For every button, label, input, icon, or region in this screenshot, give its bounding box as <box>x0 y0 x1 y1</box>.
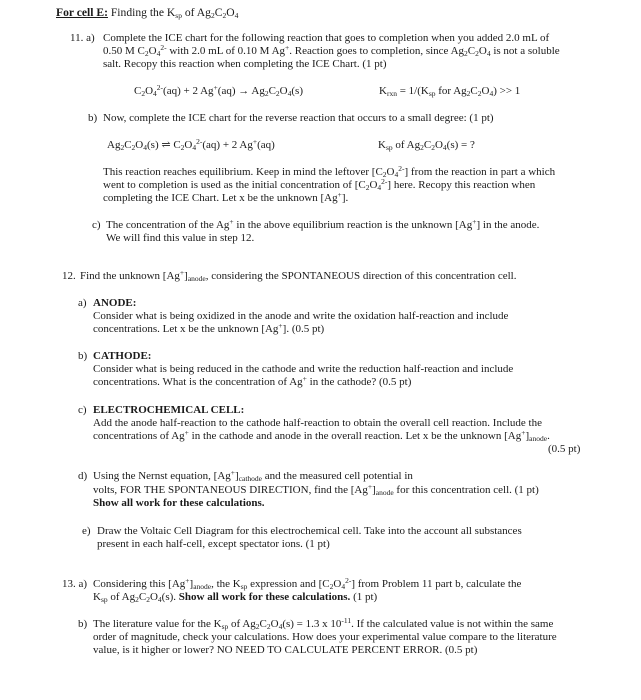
q11b-para-line2: went to completion is used as the initial concentration of $[C_2O_4^{2-}]$ here. Recopy this reaction when <box>103 177 536 192</box>
heading-title: Finding the $K_{sp}$ of $Ag_2C_2O_4$ <box>110 6 239 20</box>
q12b-title: CATHODE: <box>93 350 152 362</box>
q11b-number: b) <box>88 112 98 124</box>
q12b-line1: Consider what is being reduced in the cathode and write the reduction half-reaction and include <box>93 363 514 375</box>
q12c-line1: Add the anode half-reaction to the cathode half-reaction to obtain the overall cell reaction. Include the <box>93 417 542 429</box>
page-heading <box>56 6 238 19</box>
q11a-equation: $C_2O_4^{2-}(aq) + 2$ $Ag^+(aq) \to Ag_2C_2O_4(s)$ <box>134 83 303 98</box>
q11b-ksp: $K_{sp}$ of $Ag_2C_2O_4(s)$ = ? <box>378 139 475 152</box>
q12e-number: e) <box>82 525 91 537</box>
q13b-line1: The literature value for the $K_{sp}$ of $Ag_2C_2O_4(s) = 1.3$ x $10^{-11}$. If the calculated value is not within the same <box>93 616 554 631</box>
q12c-title: ELECTROCHEMICAL CELL: <box>93 404 245 416</box>
q12d-line2: volts, FOR THE SPONTANEOUS DIRECTION, find the $[Ag^+]_{anode}$ for this concentration cell. (1 pt) <box>93 482 539 497</box>
q12a-title: ANODE: <box>93 297 137 309</box>
q12-intro: Find the unknown $[Ag^+]_{anode}$, considering the SPONTANEOUS direction of this concentration cell. <box>80 268 517 283</box>
q13a-number: 13. a) <box>62 578 88 590</box>
q12c-number: c) <box>78 404 87 416</box>
q12b-number: b) <box>78 350 88 362</box>
q13b-number: b) <box>78 618 88 630</box>
q12b-line2: concentrations. What is the concentration of Ag+ in the cathode? (0.5 pt) <box>93 374 412 388</box>
q12e-line1: Draw the Voltaic Cell Diagram for this electrochemical cell. Take into the account all substances <box>97 525 522 537</box>
q11b-para-line1: This reaction reaches equilibrium. Keep in mind the leftover $[C_2O_4^{2-}]$ from the reaction in part a which <box>103 164 556 179</box>
q13a-line2: $K_{sp}$ of $Ag_2C_2O_4(s)$. Show all work for these calculations. (1 pt) <box>93 591 378 604</box>
q11a-line2: 0.50 M $C_2O_4^{2-}$ with 2.0 mL of 0.10 M Ag+. Reaction goes to completion, since $Ag_2C_2O_4$ is not a soluble <box>103 43 560 58</box>
q12e-line2: present in each half-cell, except spectator ions. (1 pt) <box>97 538 330 550</box>
q13b-line2: order of magnitude, check your calculations. How does your experimental value compare to the literature <box>93 631 557 643</box>
q12d-line3: Show all work for these calculations. <box>93 497 265 509</box>
heading-label: For cell E: <box>56 6 108 19</box>
q11a-line3: salt. Recopy this reaction when completing the ICE Chart. (1 pt) <box>103 58 387 70</box>
q12a-number: a) <box>78 297 87 309</box>
q11b-equation: $Ag_2C_2O_4(s)$ ⇌ $C_2O_4^{2-}(aq) + 2$ Ag+(aq) <box>107 137 275 152</box>
q12c-line2: concentrations of Ag+ in the cathode and anode in the overall reaction. Let x be the unknown $[Ag^+]_{anode}$. <box>93 428 550 443</box>
q11a-krxn: $K_{rxn} = 1/(K_{sp}$ for $Ag_2C_2O_4) >> 1$ <box>379 85 521 98</box>
q13b-line3: value, is it higher or lower? NO NEED TO CALCULATE PERCENT ERROR. (0.5 pt) <box>93 644 478 656</box>
q12d-line1: Using the Nernst equation, $[Ag^+]_{cathode}$ and the measured cell potential in <box>93 468 413 483</box>
q11b-line1: Now, complete the ICE chart for the reverse reaction that occurs to a small degree: (1 pt) <box>103 112 494 124</box>
q11c-line1: The concentration of the Ag+ in the above equilibrium reaction is the unknown [Ag+] in the anode. <box>106 217 540 231</box>
q12c-points: (0.5 pt) <box>548 443 581 455</box>
q12d-number: d) <box>78 470 88 482</box>
q11a-line1: Complete the ICE chart for the following reaction that goes to completion when you added 2.0 mL of <box>103 32 550 44</box>
q12-number: 12. <box>62 270 76 282</box>
q12a-line1: Consider what is being oxidized in the anode and write the oxidation half-reaction and include <box>93 310 509 322</box>
q12a-line2: concentrations. Let x be the unknown [Ag+]. (0.5 pt) <box>93 321 325 335</box>
q11b-para-line3: completing the ICE Chart. Let x be the unknown [Ag+]. <box>103 190 349 204</box>
q11c-line2: We will find this value in step 12. <box>106 232 255 244</box>
q11a-number: 11. a) <box>70 32 95 44</box>
q11c-number: c) <box>92 219 101 231</box>
q13a-line1: Considering this $[Ag^+]_{anode}$, the $K_{sp}$ expression and $[C_2O_4^{2-}]$ from Problem 11 part b, calculate the <box>93 576 522 591</box>
